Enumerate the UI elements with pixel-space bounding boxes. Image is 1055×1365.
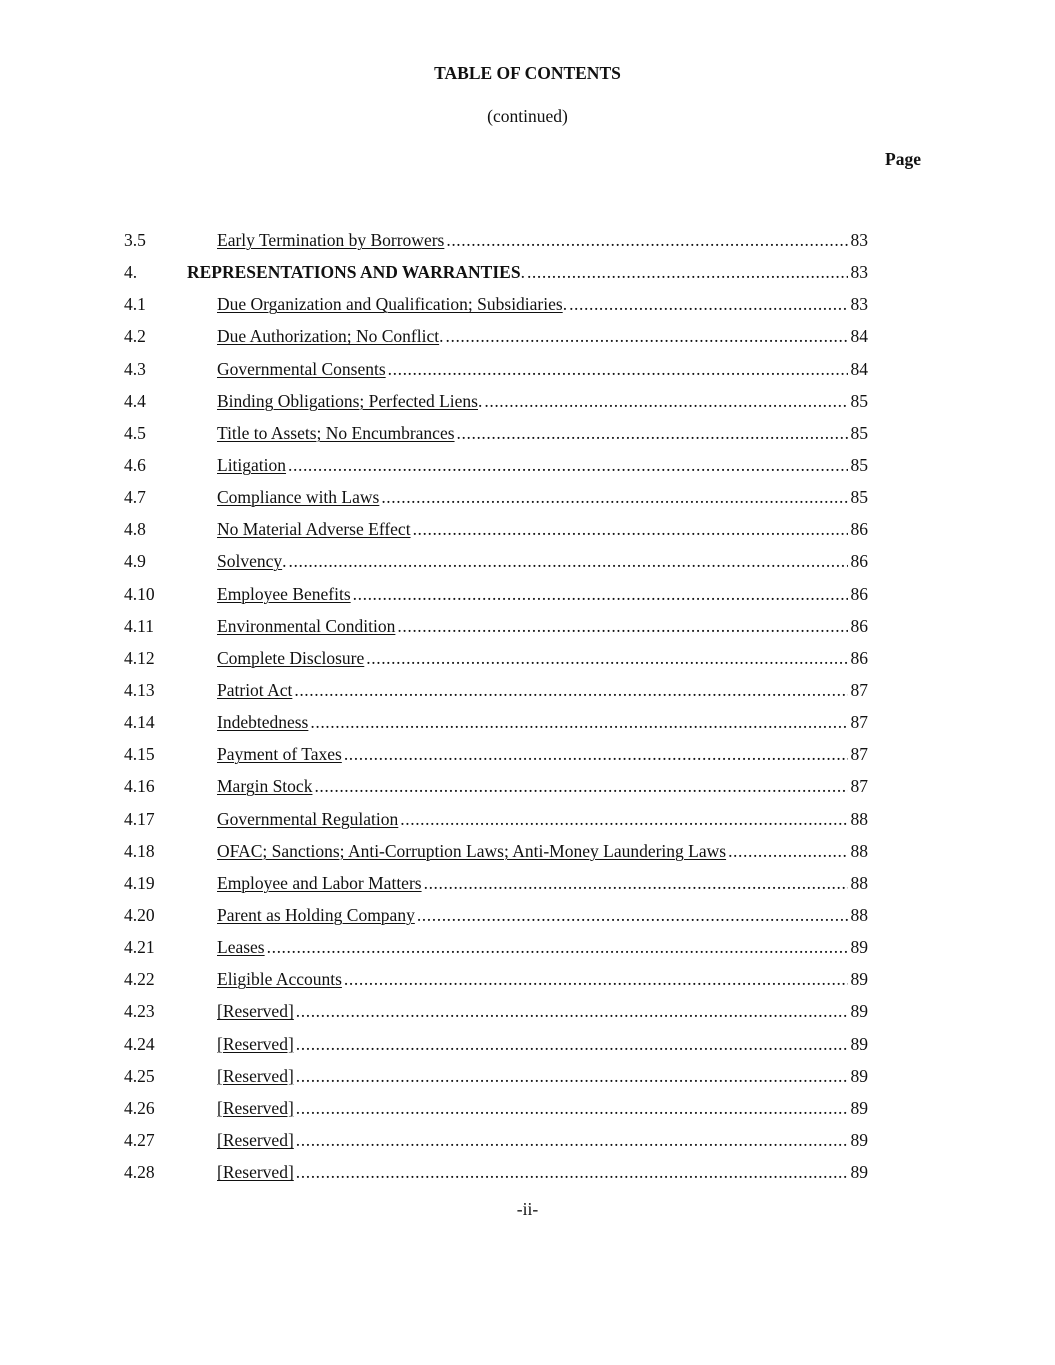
dot-leader bbox=[400, 807, 847, 831]
entry-number: 4.28 bbox=[124, 1162, 155, 1183]
entry-number: 3.5 bbox=[124, 230, 146, 250]
entry-link[interactable]: Eligible Accounts bbox=[217, 969, 342, 990]
entry-page: 89 bbox=[850, 1065, 868, 1086]
dot-leader bbox=[366, 646, 847, 670]
entry-suffix: . bbox=[520, 262, 525, 283]
dot-leader bbox=[381, 485, 847, 509]
entry-number: 4.22 bbox=[124, 969, 155, 990]
entry-page: 88 bbox=[850, 808, 868, 829]
dot-leader bbox=[484, 389, 847, 413]
entry-link[interactable]: Litigation bbox=[217, 454, 287, 475]
entry-page: 87 bbox=[850, 679, 868, 700]
toc-entry[interactable] bbox=[124, 1096, 868, 1128]
entry-page: 87 bbox=[850, 776, 868, 797]
entry-number: 4.14 bbox=[124, 712, 155, 733]
entry-link[interactable]: [Reserved] bbox=[217, 1129, 294, 1150]
entry-page: 85 bbox=[850, 390, 868, 411]
entry-number: 4.21 bbox=[124, 937, 155, 958]
dot-leader bbox=[296, 1064, 848, 1088]
toc-entry[interactable] bbox=[124, 1064, 868, 1096]
entry-number: 4.27 bbox=[124, 1129, 155, 1150]
entry-page: 89 bbox=[850, 1033, 868, 1054]
entry-link[interactable]: Indebtedness bbox=[217, 712, 309, 733]
entry-page: 89 bbox=[850, 1129, 868, 1150]
entry-page: 89 bbox=[850, 1001, 868, 1022]
toc-entry[interactable] bbox=[124, 678, 868, 710]
toc-entry[interactable] bbox=[124, 807, 868, 839]
entry-page: 83 bbox=[850, 230, 868, 250]
entry-link[interactable]: Binding Obligations; Perfected Liens bbox=[217, 390, 478, 411]
entry-link[interactable]: [Reserved] bbox=[217, 1097, 294, 1118]
toc-entry[interactable] bbox=[124, 1160, 868, 1192]
entry-page: 83 bbox=[850, 294, 868, 315]
dot-leader bbox=[296, 1160, 848, 1184]
entry-page: 84 bbox=[850, 358, 868, 379]
entry-number: 4.8 bbox=[124, 519, 146, 540]
dot-leader bbox=[569, 292, 847, 316]
entry-link[interactable]: OFAC; Sanctions; Anti-Corruption Laws; Anti-Money Laundering Laws bbox=[217, 840, 727, 861]
dot-leader bbox=[310, 710, 847, 734]
entry-number: 4.20 bbox=[124, 904, 155, 925]
entry-link[interactable]: Employee Benefits bbox=[217, 583, 351, 604]
toc-title: TABLE OF CONTENTS bbox=[434, 63, 621, 83]
entry-link[interactable]: [Reserved] bbox=[217, 1162, 294, 1183]
toc-entry[interactable] bbox=[124, 935, 868, 967]
toc-entry[interactable] bbox=[124, 871, 868, 903]
toc-entry[interactable] bbox=[124, 903, 868, 935]
page-column-label: Page bbox=[885, 149, 921, 169]
toc-entry[interactable] bbox=[124, 967, 868, 999]
entry-number: 4.9 bbox=[124, 551, 146, 572]
toc-entry[interactable] bbox=[124, 742, 868, 774]
entry-link[interactable]: Margin Stock bbox=[217, 776, 313, 797]
toc-entry[interactable] bbox=[124, 646, 868, 678]
toc-entry[interactable] bbox=[124, 228, 868, 260]
entry-number: 4.25 bbox=[124, 1065, 155, 1086]
entry-link[interactable]: Parent as Holding Company bbox=[217, 904, 415, 925]
entry-page: 89 bbox=[850, 969, 868, 990]
entry-page: 89 bbox=[850, 1097, 868, 1118]
entry-page: 86 bbox=[850, 615, 868, 636]
entry-link[interactable]: Leases bbox=[217, 937, 265, 958]
entry-number: 4.13 bbox=[124, 679, 155, 700]
entry-page: 88 bbox=[850, 840, 868, 861]
entry-page: 89 bbox=[850, 1162, 868, 1183]
toc-entry[interactable] bbox=[124, 774, 868, 806]
entry-page: 85 bbox=[850, 454, 868, 475]
entry-number: 4.5 bbox=[124, 422, 146, 443]
entry-number: 4.10 bbox=[124, 583, 155, 604]
toc-entry[interactable] bbox=[124, 710, 868, 742]
entry-number: 4.6 bbox=[124, 454, 146, 475]
entry-page: 85 bbox=[850, 422, 868, 443]
entry-link[interactable]: Complete Disclosure bbox=[217, 647, 365, 668]
entry-number: 4.4 bbox=[124, 390, 146, 411]
dot-leader bbox=[417, 903, 848, 927]
entry-number: 4.1 bbox=[124, 294, 146, 315]
dot-leader bbox=[296, 1096, 848, 1120]
entry-page: 86 bbox=[850, 583, 868, 604]
page-number: -ii- bbox=[516, 1199, 539, 1219]
dot-leader bbox=[314, 774, 847, 798]
entry-link[interactable]: Employee and Labor Matters bbox=[217, 872, 422, 893]
dot-leader bbox=[446, 324, 848, 348]
entry-page: 84 bbox=[850, 326, 868, 347]
toc-entry[interactable] bbox=[124, 324, 868, 356]
entry-link[interactable]: No Material Adverse Effect bbox=[217, 519, 411, 540]
dot-leader bbox=[294, 678, 847, 702]
entry-number: 4.17 bbox=[124, 808, 155, 829]
toc-section-heading[interactable] bbox=[124, 260, 868, 292]
entry-number: 4.23 bbox=[124, 1001, 155, 1022]
toc-entry[interactable] bbox=[124, 549, 868, 581]
dot-leader bbox=[527, 260, 848, 284]
toc-entry[interactable] bbox=[124, 485, 868, 517]
dot-leader bbox=[388, 357, 848, 381]
entry-link[interactable]: Environmental Condition bbox=[217, 615, 396, 636]
entry-number: 4.19 bbox=[124, 872, 155, 893]
toc-entry[interactable] bbox=[124, 453, 868, 485]
entry-number: 4. bbox=[124, 262, 138, 283]
toc-entry[interactable] bbox=[124, 614, 868, 646]
entry-page: 87 bbox=[850, 712, 868, 733]
entry-page: 88 bbox=[850, 904, 868, 925]
entry-link[interactable]: Due Authorization; No Conflict bbox=[217, 326, 440, 347]
entry-page: 86 bbox=[850, 551, 868, 572]
entry-number: 4.26 bbox=[124, 1097, 155, 1118]
toc-subtitle: (continued) bbox=[487, 106, 568, 126]
dot-leader bbox=[457, 421, 848, 445]
dot-leader bbox=[296, 1128, 848, 1152]
entry-link[interactable]: Governmental Consents bbox=[217, 358, 386, 379]
entry-link[interactable]: Payment of Taxes bbox=[217, 744, 342, 765]
entry-link[interactable]: [Reserved] bbox=[217, 1001, 294, 1022]
entry-link[interactable]: [Reserved] bbox=[217, 1065, 294, 1086]
dot-leader bbox=[344, 967, 848, 991]
entry-suffix: . bbox=[439, 326, 444, 347]
toc-entry[interactable] bbox=[124, 839, 868, 871]
entry-page: 87 bbox=[850, 744, 868, 765]
toc-entry[interactable] bbox=[124, 999, 868, 1031]
entry-link[interactable]: Due Organization and Qualification; Subsidiaries bbox=[217, 294, 563, 315]
toc-entry[interactable] bbox=[124, 292, 868, 324]
toc-list bbox=[124, 228, 868, 1192]
entry-number: 4.16 bbox=[124, 776, 155, 797]
entry-suffix: . bbox=[282, 551, 287, 572]
dot-leader bbox=[267, 935, 848, 959]
entry-number: 4.15 bbox=[124, 744, 155, 765]
dot-leader bbox=[446, 228, 847, 252]
entry-page: 86 bbox=[850, 519, 868, 540]
toc-entry[interactable] bbox=[124, 582, 868, 614]
entry-link[interactable]: Governmental Regulation bbox=[217, 808, 399, 829]
dot-leader bbox=[296, 999, 848, 1023]
entry-number: 4.11 bbox=[124, 615, 154, 636]
entry-number: 4.3 bbox=[124, 358, 146, 379]
entry-link[interactable]: Solvency bbox=[217, 551, 283, 572]
entry-link[interactable]: Patriot Act bbox=[217, 679, 293, 700]
dot-leader bbox=[728, 839, 847, 863]
dot-leader bbox=[413, 517, 848, 541]
entry-page: 83 bbox=[850, 262, 868, 283]
entry-page: 86 bbox=[850, 647, 868, 668]
dot-leader bbox=[296, 1032, 848, 1056]
entry-link[interactable]: [Reserved] bbox=[217, 1033, 294, 1054]
entry-link[interactable]: REPRESENTATIONS AND WARRANTIES bbox=[187, 262, 521, 283]
toc-entry[interactable] bbox=[124, 389, 868, 421]
entry-page: 85 bbox=[850, 487, 868, 508]
entry-link[interactable]: Compliance with Laws bbox=[217, 487, 380, 508]
entry-page: 88 bbox=[850, 872, 868, 893]
entry-suffix: . bbox=[562, 294, 568, 315]
toc-entry[interactable] bbox=[124, 517, 868, 549]
entry-number: 4.18 bbox=[124, 840, 155, 861]
dot-leader bbox=[353, 582, 848, 606]
entry-link[interactable]: Title to Assets; No Encumbrances bbox=[217, 422, 455, 443]
toc-entry[interactable] bbox=[124, 357, 868, 389]
entry-number: 4.7 bbox=[124, 487, 146, 508]
dot-leader bbox=[289, 549, 848, 573]
entry-number: 4.12 bbox=[124, 647, 155, 668]
toc-entry[interactable] bbox=[124, 1032, 868, 1064]
toc-entry[interactable] bbox=[124, 1128, 868, 1160]
entry-number: 4.24 bbox=[124, 1033, 155, 1054]
dot-leader bbox=[397, 614, 847, 638]
dot-leader bbox=[288, 453, 847, 477]
entry-link[interactable]: Early Termination by Borrowers bbox=[217, 230, 445, 250]
toc-entry[interactable] bbox=[124, 421, 868, 453]
dot-leader bbox=[424, 871, 848, 895]
entry-number: 4.2 bbox=[124, 326, 146, 347]
entry-page: 89 bbox=[850, 937, 868, 958]
entry-suffix: . bbox=[478, 390, 483, 411]
dot-leader bbox=[344, 742, 848, 766]
